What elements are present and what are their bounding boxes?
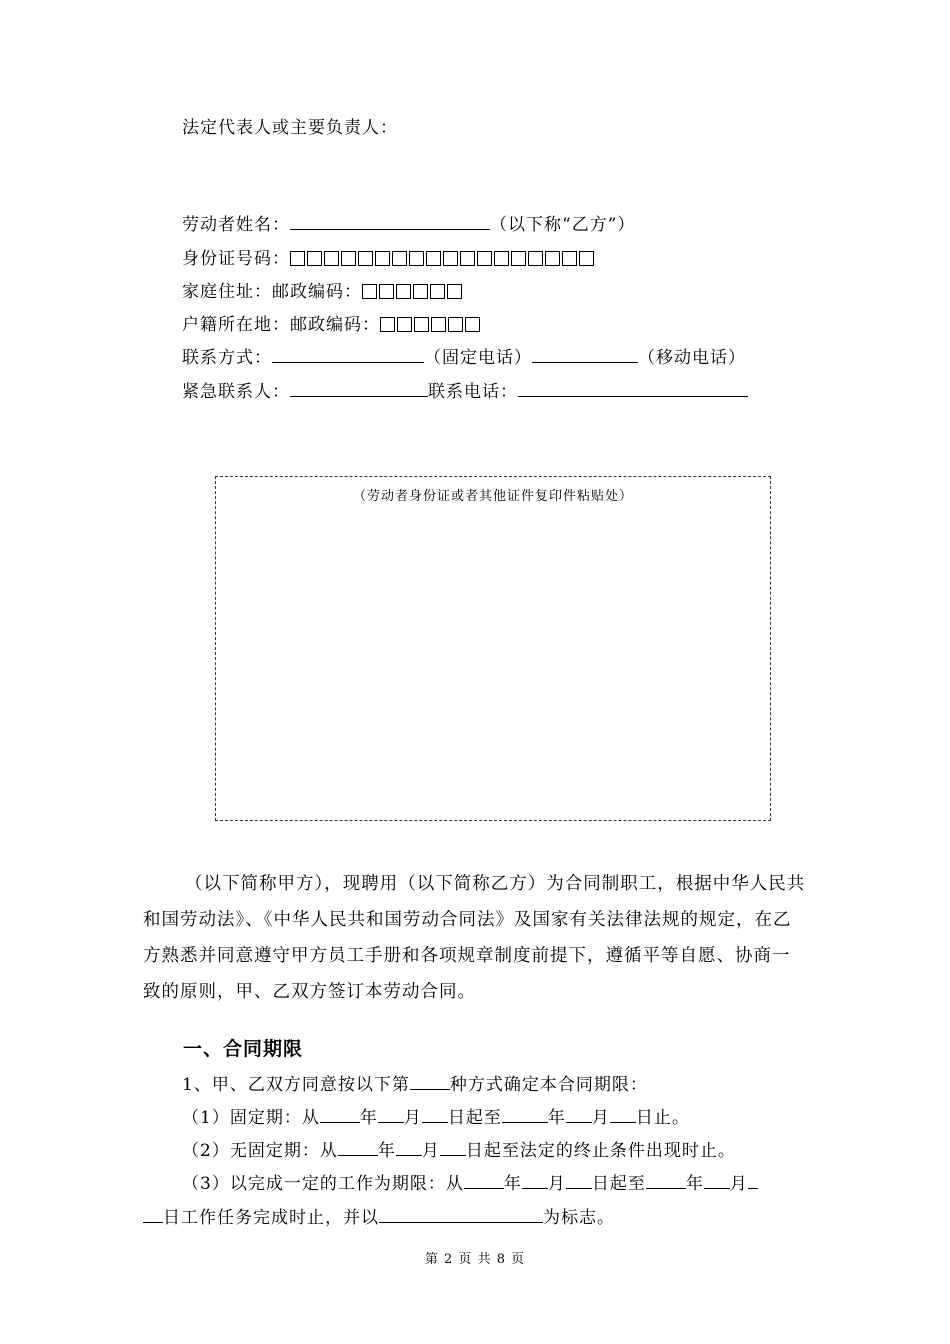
id-digit-box[interactable]	[443, 251, 458, 266]
month-text: 月	[729, 1174, 748, 1194]
id-digit-box[interactable]	[494, 251, 509, 266]
id-number-line	[182, 247, 596, 271]
year-text: 年	[503, 1174, 522, 1194]
emergency-label: 紧急联系人：	[182, 382, 290, 402]
hukou-postcode-boxes[interactable]	[380, 315, 482, 335]
id-digit-box[interactable]	[477, 251, 492, 266]
worker-name-line	[182, 213, 635, 237]
term-method-line	[182, 1073, 648, 1097]
id-digit-box[interactable]	[375, 251, 390, 266]
year-text: 年	[359, 1108, 378, 1128]
postcode-digit-box[interactable]	[414, 317, 429, 332]
landline-suffix: （固定电话）	[424, 348, 532, 368]
emergency-contact-field[interactable]	[290, 380, 428, 397]
task-completion-text: 日工作任务完成时止，并以	[163, 1208, 379, 1228]
task-end-day-part2[interactable]	[143, 1206, 163, 1223]
task-marker-field[interactable]	[379, 1206, 543, 1223]
id-digit-box[interactable]	[562, 251, 577, 266]
id-digit-box[interactable]	[341, 251, 356, 266]
id-number-label: 身份证号码：	[182, 249, 290, 269]
year-text: 年	[547, 1108, 566, 1128]
open-term-label: （2）无固定期：从	[182, 1141, 338, 1161]
hukou-label: 户籍所在地：邮政编码：	[182, 315, 380, 335]
emergency-phone-field[interactable]	[518, 380, 748, 397]
postcode-digit-box[interactable]	[397, 317, 412, 332]
postcode-digit-box[interactable]	[396, 284, 411, 299]
fixed-term-line	[182, 1106, 690, 1130]
paste-area-caption: （劳动者身份证或者其他证件复印件粘贴处）	[352, 489, 633, 504]
id-digit-box[interactable]	[358, 251, 373, 266]
id-digit-box[interactable]	[290, 251, 305, 266]
id-digit-box[interactable]	[426, 251, 441, 266]
fixed-end-year[interactable]	[502, 1106, 548, 1123]
task-end-day-part1[interactable]	[748, 1172, 758, 1189]
task-term-line	[182, 1172, 758, 1196]
section-heading-term: 一、合同期限	[183, 1038, 304, 1060]
legal-rep-line	[182, 116, 398, 140]
fixed-start-day[interactable]	[422, 1106, 448, 1123]
fixed-start-year[interactable]	[320, 1106, 360, 1123]
id-digit-box[interactable]	[460, 251, 475, 266]
id-digit-box[interactable]	[392, 251, 407, 266]
mobile-suffix: （移动电话）	[638, 348, 746, 368]
year-text: 年	[685, 1174, 704, 1194]
id-digit-box[interactable]	[409, 251, 424, 266]
page-footer: 第 2 页 共 8 页	[424, 1252, 526, 1267]
term-method-field[interactable]	[410, 1073, 450, 1090]
fixed-start-month[interactable]	[378, 1106, 404, 1123]
id-copy-paste-area	[215, 476, 771, 821]
id-digit-box[interactable]	[307, 251, 322, 266]
task-start-day[interactable]	[566, 1172, 592, 1189]
intro-paragraph: （以下简称甲方），现聘用（以下简称乙方）为合同制职工，根据中华人民共和国劳动法》、《中华人民共和国劳动合同法》及国家有关法律法规的规定，在乙方熟悉并同意遵守甲方员工手册和各项规章制度前提下，遵循平等自愿、协商一致的原则，甲、乙双方签订本劳动合同。	[143, 874, 806, 1002]
day-text: 日起至	[591, 1174, 646, 1194]
fixed-term-label: （1）固定期：从	[182, 1108, 320, 1128]
id-number-boxes[interactable]	[290, 249, 596, 269]
postcode-digit-box[interactable]	[465, 317, 480, 332]
id-digit-box[interactable]	[324, 251, 339, 266]
id-digit-box[interactable]	[545, 251, 560, 266]
day-text: 日起至	[447, 1108, 502, 1128]
day-text: 日起至法定的终止条件出现时止。	[465, 1141, 736, 1161]
mobile-field[interactable]	[532, 346, 638, 363]
fixed-end-day[interactable]	[610, 1106, 636, 1123]
task-marker-text: 为标志。	[543, 1208, 615, 1228]
postcode-digit-box[interactable]	[448, 317, 463, 332]
emergency-phone-label: 联系电话：	[428, 382, 518, 402]
contact-label: 联系方式：	[182, 348, 272, 368]
fixed-end-month[interactable]	[566, 1106, 592, 1123]
id-digit-box[interactable]	[579, 251, 594, 266]
term-method-text: 1、甲、乙双方同意按以下第	[182, 1075, 410, 1095]
contact-line	[182, 346, 746, 370]
month-text: 月	[591, 1108, 610, 1128]
month-text: 月	[421, 1141, 440, 1161]
task-start-month[interactable]	[522, 1172, 548, 1189]
landline-field[interactable]	[272, 346, 424, 363]
task-term-line-2	[143, 1206, 615, 1230]
term-method-text-end: 种方式确定本合同期限：	[449, 1075, 648, 1095]
postcode-digit-box[interactable]	[447, 284, 462, 299]
id-digit-box[interactable]	[528, 251, 543, 266]
open-start-month[interactable]	[396, 1139, 422, 1156]
open-start-day[interactable]	[440, 1139, 466, 1156]
postcode-digit-box[interactable]	[413, 284, 428, 299]
open-term-line	[182, 1139, 736, 1163]
year-text: 年	[377, 1141, 396, 1161]
day-end-text: 日止。	[635, 1108, 690, 1128]
worker-name-label: 劳动者姓名：	[182, 215, 290, 235]
task-term-label: （3）以完成一定的工作为期限：从	[182, 1174, 464, 1194]
postcode-digit-box[interactable]	[431, 317, 446, 332]
task-end-month[interactable]	[704, 1172, 730, 1189]
month-text: 月	[403, 1108, 422, 1128]
postcode-digit-box[interactable]	[379, 284, 394, 299]
home-address-label: 家庭住址：邮政编码：	[182, 282, 362, 302]
open-start-year[interactable]	[338, 1139, 378, 1156]
task-start-year[interactable]	[464, 1172, 504, 1189]
home-postcode-boxes[interactable]	[362, 282, 464, 302]
legal-rep-label: 法定代表人或主要负责人：	[182, 118, 398, 138]
worker-name-field[interactable]	[290, 213, 490, 230]
task-end-year[interactable]	[646, 1172, 686, 1189]
postcode-digit-box[interactable]	[362, 284, 377, 299]
postcode-digit-box[interactable]	[430, 284, 445, 299]
hukou-line	[182, 313, 482, 337]
id-digit-box[interactable]	[511, 251, 526, 266]
postcode-digit-box[interactable]	[380, 317, 395, 332]
month-text: 月	[547, 1174, 566, 1194]
emergency-line	[182, 380, 748, 404]
home-address-line	[182, 280, 464, 304]
worker-name-suffix: （以下称“乙方”）	[490, 215, 636, 235]
